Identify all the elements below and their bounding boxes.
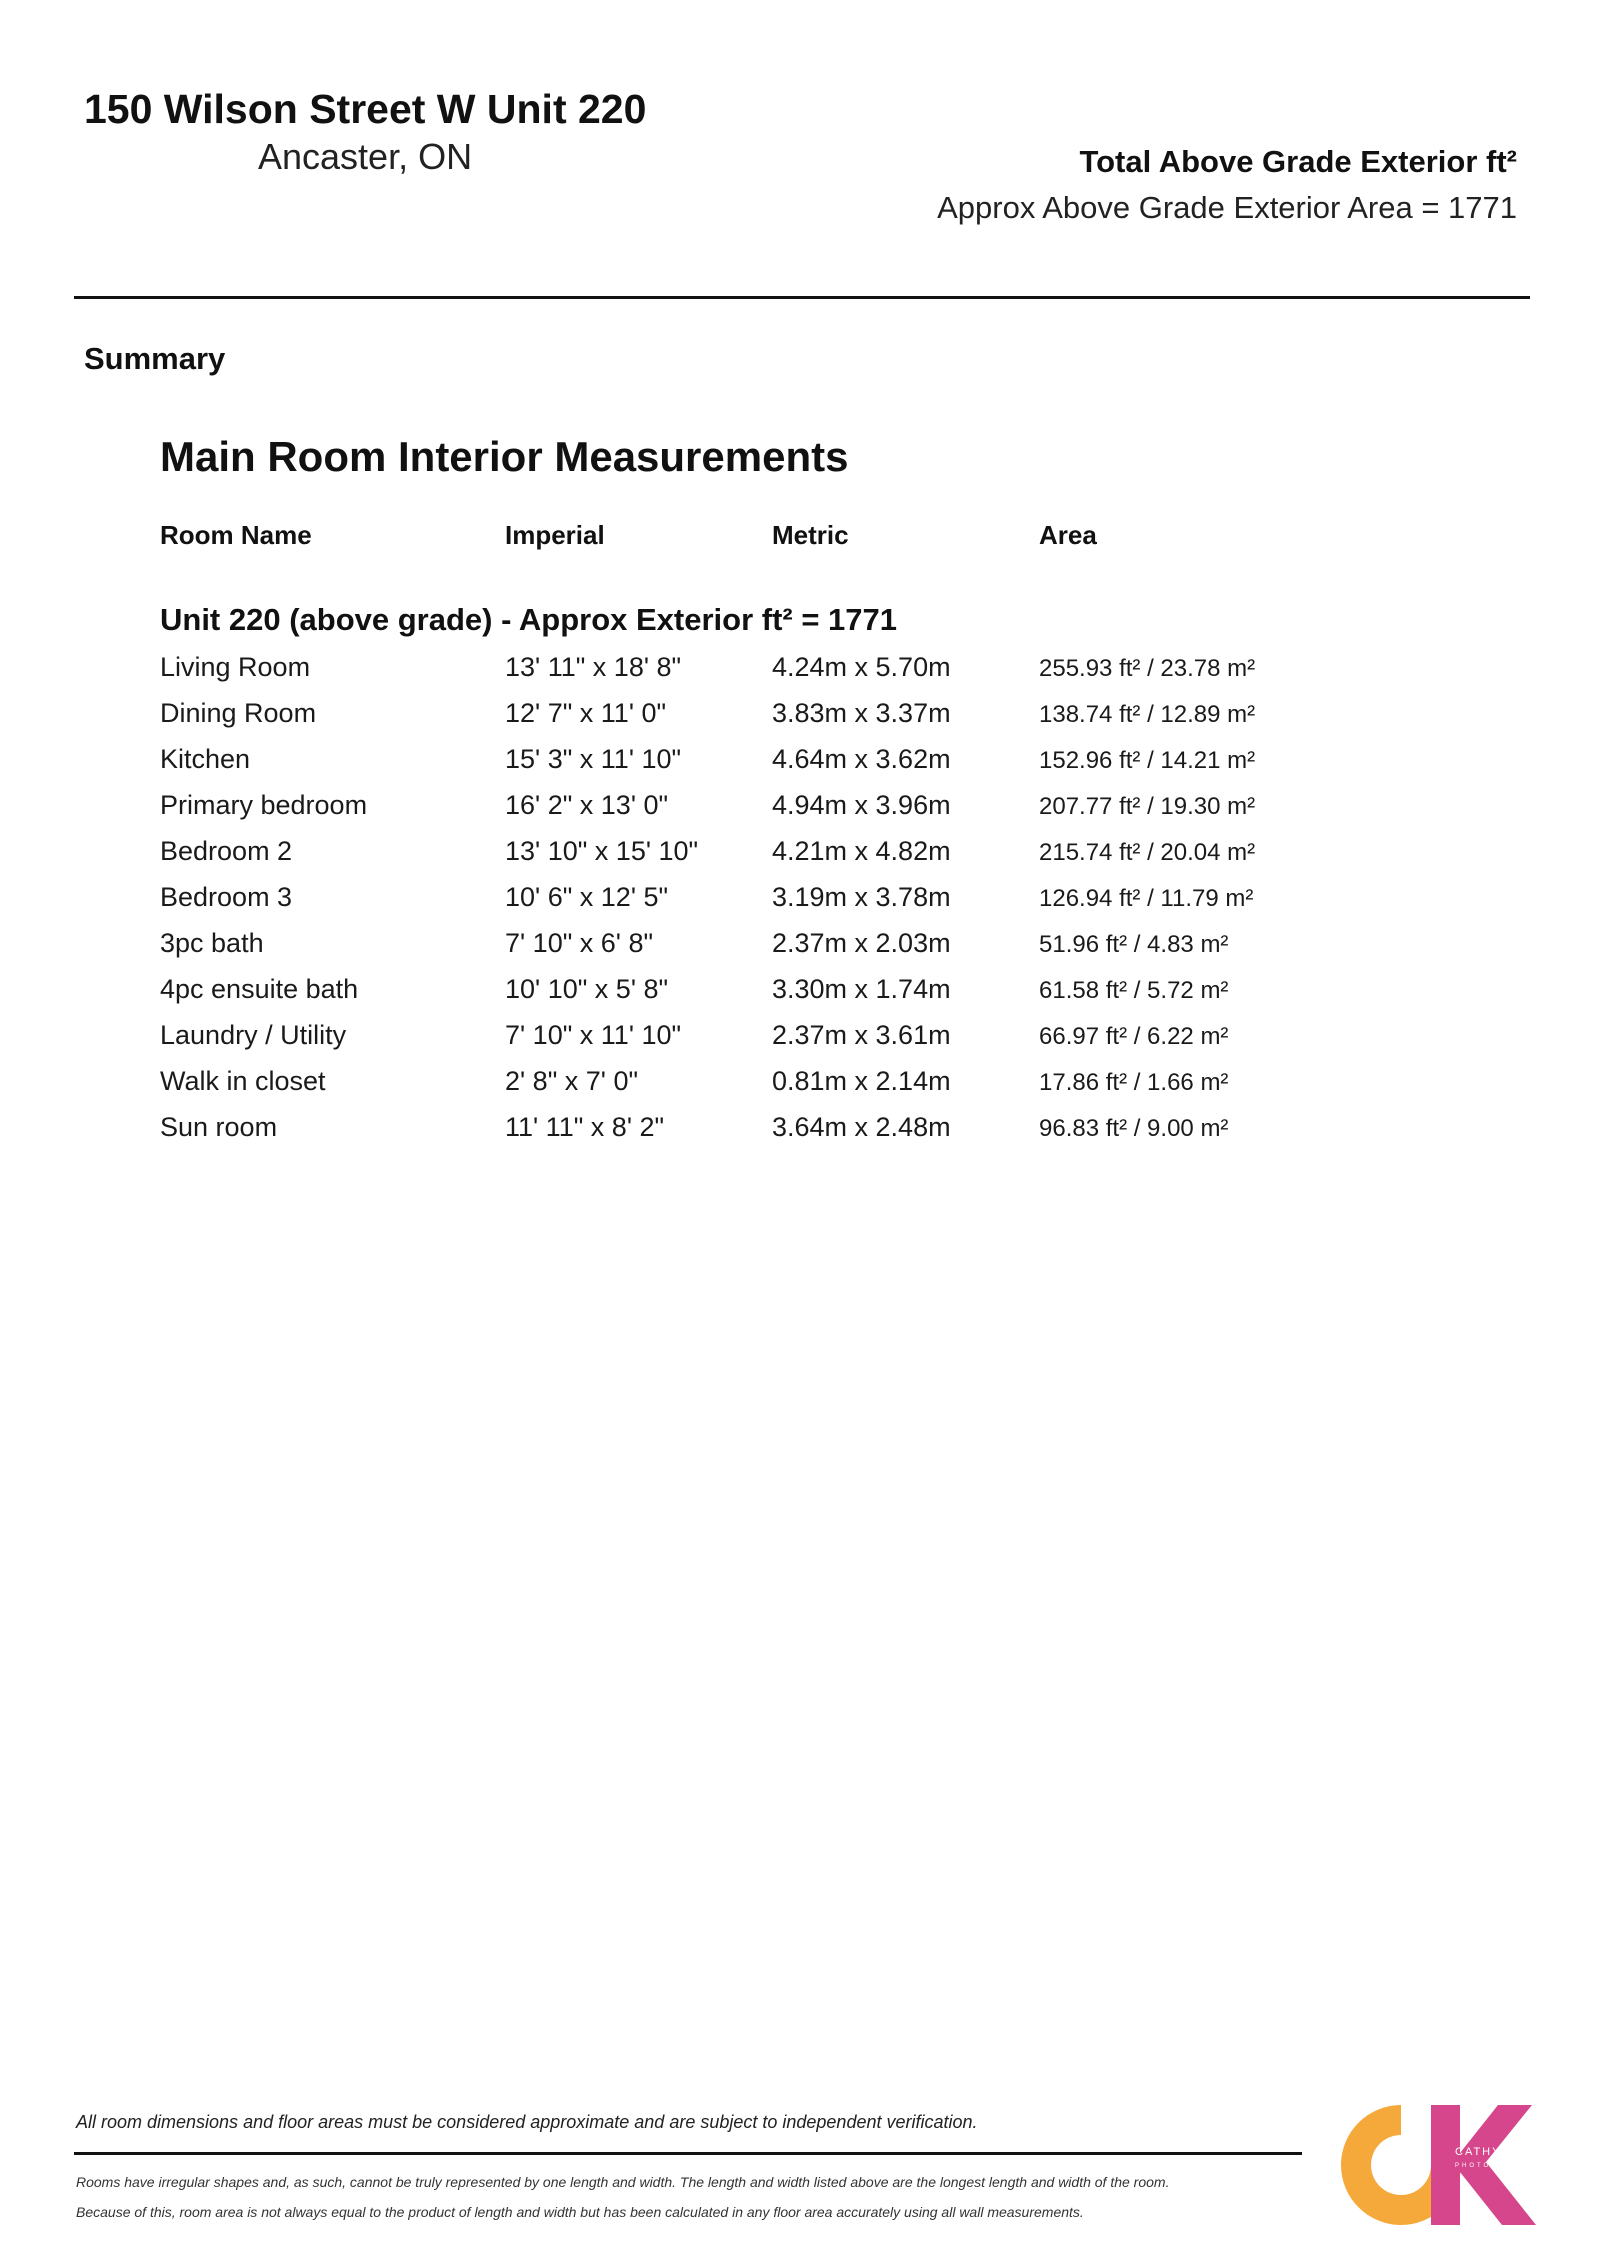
table-row: [0, 790, 1600, 836]
table-row: [0, 1020, 1600, 1066]
room-name: 3pc bath: [160, 928, 264, 958]
room-metric: 0.81m x 2.14m: [772, 1066, 951, 1096]
footer-disclaimer: All room dimensions and floor areas must be considered approximate and are subject to independent verification.: [76, 2112, 978, 2132]
total-area-title: Total Above Grade Exterior ft²: [1079, 144, 1517, 179]
table-row: [0, 698, 1600, 744]
room-metric: 3.30m x 1.74m: [772, 974, 951, 1004]
room-area: 255.93 ft² / 23.78 m²: [1039, 655, 1256, 682]
footer-divider: [74, 2152, 1302, 2155]
room-area: 152.96 ft² / 14.21 m²: [1039, 747, 1256, 774]
room-name: Primary bedroom: [160, 790, 368, 820]
room-metric: 2.37m x 3.61m: [772, 1020, 951, 1050]
room-area: 207.77 ft² / 19.30 m²: [1039, 793, 1256, 820]
footer-note-line-2: Because of this, room area is not always equal to the product of length and width but has been calculated in any floor area accurately using all wall measurements.: [76, 2204, 1084, 2220]
room-imperial: 13' 10" x 15' 10": [505, 836, 699, 866]
room-area: 126.94 ft² / 11.79 m²: [1039, 885, 1254, 912]
room-name: Dining Room: [160, 698, 317, 728]
room-imperial: 13' 11" x 18' 8": [505, 652, 682, 682]
room-imperial: 11' 11" x 8' 2": [505, 1112, 665, 1142]
total-area-value: Approx Above Grade Exterior Area = 1771: [937, 190, 1517, 225]
column-header-room-name: Room Name: [160, 520, 312, 550]
room-imperial: 2' 8" x 7' 0": [505, 1066, 639, 1096]
footer-note-line-1: Rooms have irregular shapes and, as such, cannot be truly represented by one length and width. The length and width listed above are the longest length and width of the room.: [76, 2174, 1170, 2190]
table-row: [0, 836, 1600, 882]
table-row: [0, 652, 1600, 698]
property-address: 150 Wilson Street W Unit 220: [84, 86, 647, 132]
room-metric: 3.64m x 2.48m: [772, 1112, 951, 1142]
room-metric: 4.94m x 3.96m: [772, 790, 951, 820]
room-metric: 4.64m x 3.62m: [772, 744, 951, 774]
table-row: [0, 882, 1600, 928]
room-name: Walk in closet: [160, 1066, 326, 1096]
table-row: [0, 928, 1600, 974]
room-imperial: 7' 10" x 11' 10": [505, 1020, 682, 1050]
summary-heading: Summary: [84, 341, 226, 376]
logo-brand-line-1: CATHY KOOP: [1455, 2146, 1547, 2158]
property-city: Ancaster, ON: [258, 136, 473, 177]
room-metric: 2.37m x 2.03m: [772, 928, 951, 958]
table-row: [0, 1112, 1600, 1158]
room-imperial: 15' 3" x 11' 10": [505, 744, 682, 774]
column-header-metric: Metric: [772, 520, 849, 550]
brand-logo: [1336, 2100, 1570, 2230]
table-row: [0, 1066, 1600, 1112]
room-area: 215.74 ft² / 20.04 m²: [1039, 839, 1256, 866]
room-imperial: 10' 10" x 5' 8": [505, 974, 669, 1004]
room-name: Laundry / Utility: [160, 1020, 347, 1050]
room-area: 51.96 ft² / 4.83 m²: [1039, 931, 1229, 958]
room-name: Bedroom 2: [160, 836, 293, 866]
room-area: 96.83 ft² / 9.00 m²: [1039, 1115, 1229, 1142]
room-imperial: 10' 6" x 12' 5": [505, 882, 669, 912]
room-area: 138.74 ft² / 12.89 m²: [1039, 701, 1256, 728]
room-area: 61.58 ft² / 5.72 m²: [1039, 977, 1229, 1004]
header-divider: [74, 296, 1530, 299]
room-name: 4pc ensuite bath: [160, 974, 359, 1004]
room-area: 66.97 ft² / 6.22 m²: [1039, 1023, 1229, 1050]
table-row: [0, 744, 1600, 790]
room-metric: 4.21m x 4.82m: [772, 836, 951, 866]
room-metric: 3.19m x 3.78m: [772, 882, 951, 912]
room-imperial: 7' 10" x 6' 8": [505, 928, 654, 958]
room-metric: 4.24m x 5.70m: [772, 652, 951, 682]
room-name: Bedroom 3: [160, 882, 293, 912]
rooms-table: [0, 652, 1600, 1158]
room-name: Living Room: [160, 652, 311, 682]
section-title: Main Room Interior Measurements: [160, 433, 849, 480]
room-name: Kitchen: [160, 744, 251, 774]
table-row: [0, 974, 1600, 1020]
logo-brand-line-2: PHOTOGRAPHY: [1455, 2163, 1535, 2169]
column-header-imperial: Imperial: [505, 520, 605, 550]
column-header-area: Area: [1039, 520, 1097, 550]
room-imperial: 16' 2" x 13' 0": [505, 790, 669, 820]
room-name: Sun room: [160, 1112, 278, 1142]
group-title: Unit 220 (above grade) - Approx Exterior ft² = 1771: [160, 602, 898, 637]
room-imperial: 12' 7" x 11' 0": [505, 698, 667, 728]
room-area: 17.86 ft² / 1.66 m²: [1039, 1069, 1229, 1096]
room-metric: 3.83m x 3.37m: [772, 698, 951, 728]
